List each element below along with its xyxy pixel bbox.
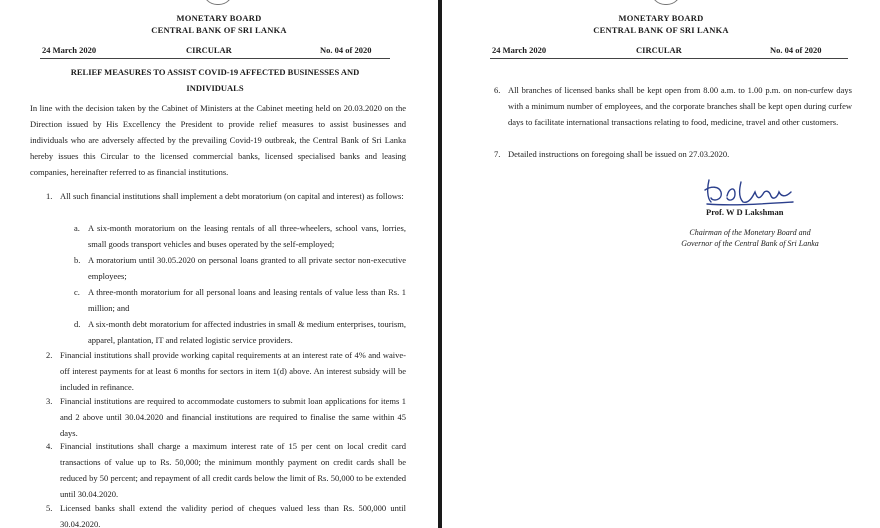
- item-number: 5.: [46, 503, 53, 513]
- circular-type: CIRCULAR: [636, 45, 682, 55]
- board-name: MONETARY BOARD: [618, 13, 704, 23]
- subitem-text: A three-month moratorium for all personal loans and leasing rentals of value less than Rs. 1 million; and: [88, 287, 406, 313]
- circular-number: No. 04 of 2020: [320, 45, 372, 55]
- signature-icon: [701, 174, 801, 208]
- item-number: 3.: [46, 396, 53, 406]
- item-number: 4.: [46, 441, 53, 451]
- circular-page-1: [0, 0, 438, 528]
- item-text: Financial institutions shall provide working capital requirements at an interest rate of 4% and waive-off interest payments for at least 6 months for sectors in item 1(d) above. An interest subsidy will be included in refinance.: [60, 350, 406, 392]
- item-text: Financial institutions shall charge a maximum interest rate of 15 per cent on local credit card transactions of value up to Rs. 50,000; the minimum monthly payment on credit cards shall be reduced by 50 percent; and repayment of all credit cards below the limit of Rs. 50,000 to be extended until 30.04.2020.: [60, 441, 406, 499]
- intro-paragraph: In line with the decision taken by the Cabinet of Ministers at the Cabinet meeting held on 20.03.2020 on the Direction issued by His Excellency the President to provide relief measures to assist businesses and individuals who are adversely affected by the prevailing Covid-19 outbreak, the Central Bank of Sri Lanka hereby issues this Circular to the licensed commercial banks, licensed specialised banks and leasing companies, hereinafter referred to as financial institutions.: [30, 103, 406, 177]
- item-number: 1.: [46, 191, 53, 201]
- bank-name: CENTRAL BANK OF SRI LANKA: [151, 25, 287, 35]
- bank-name: CENTRAL BANK OF SRI LANKA: [593, 25, 729, 35]
- subitem-text: A six-month debt moratorium for affected industries in small & medium enterprises, tourism, apparel, plantation, IT and related logistic service providers.: [88, 319, 406, 345]
- subitem-text: A six-month moratorium on the leasing rentals of all three-wheelers, school vans, lorries, small goods transport vehicles and buses operated by the self-employed;: [88, 223, 406, 249]
- item-text: All branches of licensed banks shall be kept open from 8.00 a.m. to 1.00 p.m. on non-curfew days with a minimum number of employees, and the corporate branches shall be kept open during curfew days to facilitate international transactions relating to food, medicine, travel and other customers.: [508, 85, 852, 127]
- signatory-name: Prof. W D Lakshman: [706, 207, 784, 217]
- circular-title: [40, 64, 390, 96]
- central-bank-emblem-icon: [203, 0, 233, 5]
- item-number: 6.: [494, 85, 501, 95]
- circular-date: 24 March 2020: [492, 45, 547, 55]
- header-rule: [40, 58, 390, 59]
- circular-type: CIRCULAR: [186, 45, 232, 55]
- item-number: 2.: [46, 350, 53, 360]
- signatory-title-line2: Governor of the Central Bank of Sri Lanka: [681, 239, 819, 248]
- header-rule: [490, 58, 848, 59]
- circular-number: No. 04 of 2020: [770, 45, 822, 55]
- circular-title-line2: INDIVIDUALS: [186, 83, 244, 93]
- circular-meta: [0, 45, 438, 57]
- item-text: Financial institutions are required to accommodate customers to submit loan applications for items 1 and 2 above until 30.04.2020 and financial institutions are required to finalise the same within 45 days.: [60, 396, 406, 438]
- circular-date: 24 March 2020: [42, 45, 97, 55]
- subitem-letter: c.: [74, 287, 80, 297]
- circular-page-2: [442, 0, 880, 528]
- subitem-text: A moratorium until 30.05.2020 on personal loans granted to all private sector non-executive employees;: [88, 255, 406, 281]
- subitem-letter: a.: [74, 223, 80, 233]
- item-text: Detailed instructions on foregoing shall be issued on 27.03.2020.: [508, 149, 730, 159]
- board-name: MONETARY BOARD: [176, 13, 262, 23]
- subitem-letter: d.: [74, 319, 81, 329]
- item-number: 7.: [494, 149, 501, 159]
- subitem-letter: b.: [74, 255, 81, 265]
- circular-title-line1: RELIEF MEASURES TO ASSIST COVID-19 AFFECTED BUSINESSES AND: [70, 67, 360, 77]
- item-text: Licensed banks shall extend the validity period of cheques valued less than Rs. 500,000 until 30.04.2020.: [60, 503, 406, 528]
- item-text: All such financial institutions shall implement a debt moratorium (on capital and interest) as follows:: [60, 191, 404, 201]
- central-bank-emblem-icon: [651, 0, 681, 5]
- signatory-title-line1: Chairman of the Monetary Board and: [689, 228, 811, 237]
- circular-meta: [442, 45, 880, 57]
